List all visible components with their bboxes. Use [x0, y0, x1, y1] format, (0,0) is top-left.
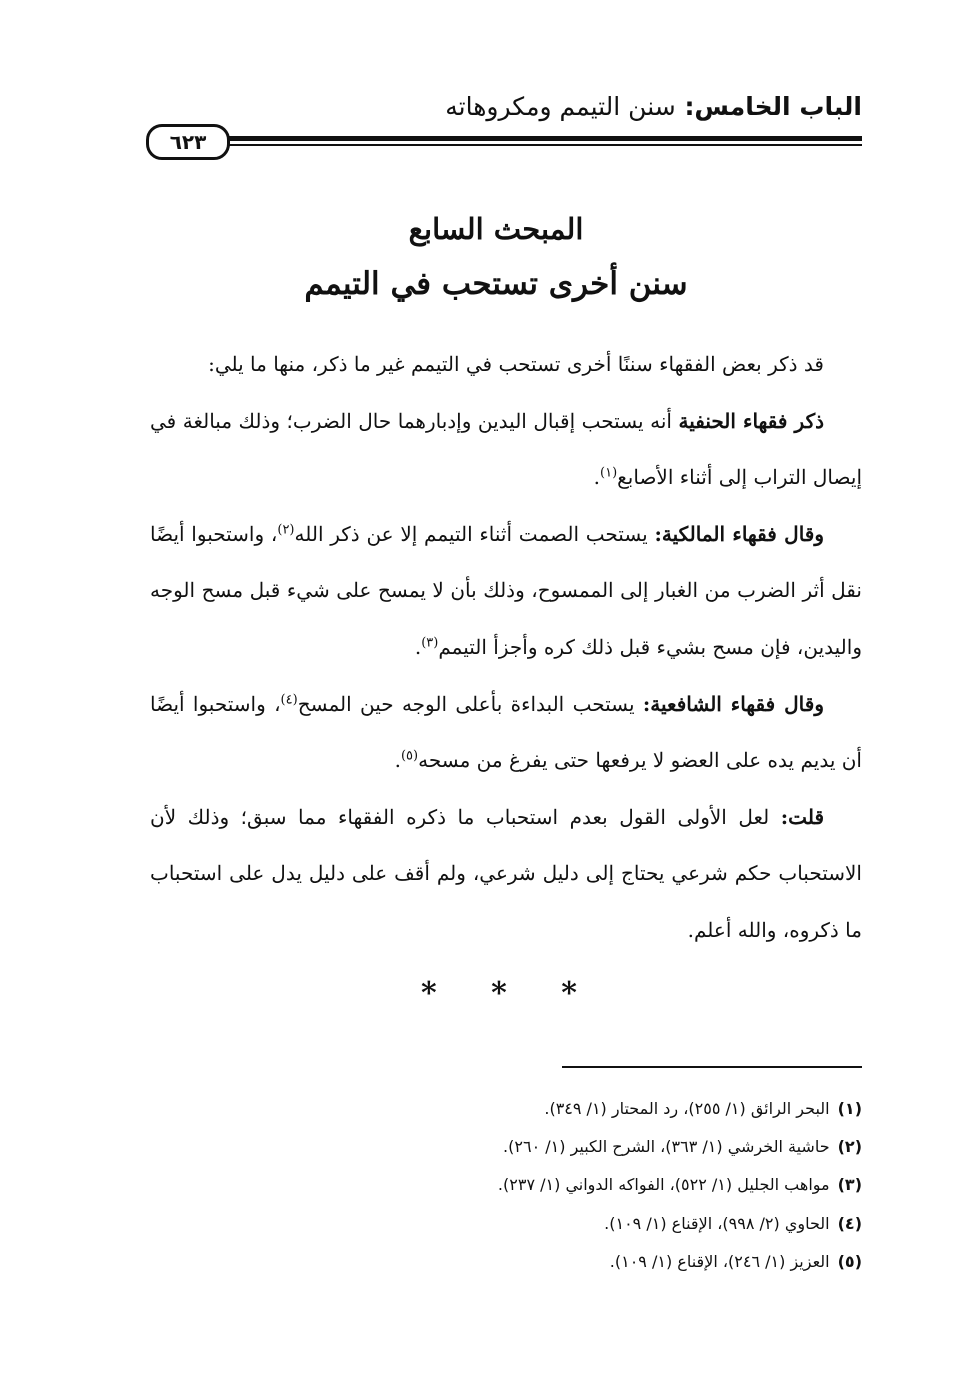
paragraph-lead: ذكر فقهاء الحنفية: [678, 408, 825, 433]
footnote-text: مواهب الجليل (١/ ٥٢٢)، الفواكه الدواني (١/ ٢٣٧).: [497, 1175, 830, 1195]
paragraph-maliki: [150, 506, 862, 676]
page-number-badge: ٦٢٣: [146, 124, 230, 160]
footnote-text: حاشية الخرشي (١/ ٣٦٣)، الشرح الكبير (١/ ٢٦٠).: [503, 1137, 830, 1157]
paragraph-lead: وقال فقهاء المالكية:: [654, 521, 825, 546]
paragraph-intro: [150, 336, 862, 393]
header-rule-thick: [220, 136, 862, 141]
footnote-number: (٥): [837, 1251, 862, 1271]
paragraph-tail: ، واستحبوا أيضًا أن يديم يده على العضو لا يرفعها حتى يفرغ من مسحه: [150, 691, 862, 773]
footnote-text: العزيز (١/ ٢٤٦)، الإقناع (١/ ١٠٩).: [609, 1251, 830, 1271]
paragraph-lead: قلت:: [780, 804, 824, 829]
footnote-number: (٢): [837, 1137, 862, 1157]
footnote-item: [150, 1205, 862, 1243]
section-heading: سنن أخرى تستحب في التيمم: [304, 266, 688, 302]
paragraph-text: قد ذكر بعض الفقهاء سننًا أخرى تستحب في التيمم غير ما ذكر، منها ما يلي:: [208, 352, 824, 376]
paragraph-shafii: [150, 676, 862, 789]
chapter-label: الباب الخامس:: [684, 92, 862, 121]
paragraph-text: يستحب الصمت أثناء التيمم إلا عن ذكر الله: [294, 521, 655, 546]
footnote-number: (٣): [837, 1175, 862, 1195]
footnote-item: [150, 1090, 862, 1128]
footnote-number: (١): [837, 1099, 862, 1118]
footnote-ref[interactable]: (٣): [421, 635, 439, 651]
paragraph-text: لعل الأولى القول بعدم استحباب ما ذكره الفقهاء مما سبق؛ وذلك لأن الاستحباب حكم شرعي يحتاج إلى دليل شرعي، ولم أقف على دليل يدل على استحباب ما ذكروه، والله أعلم.: [150, 804, 862, 942]
footnote-ref[interactable]: (٢): [277, 522, 295, 538]
chapter-subtitle: سنن التيمم ومكروهاته: [445, 92, 676, 121]
footnotes: [150, 1090, 862, 1281]
footnote-rule: [562, 1066, 862, 1068]
section-title: المبحث السابع: [408, 212, 584, 246]
footnote-item: [150, 1166, 862, 1204]
paragraph-lead: وقال فقهاء الشافعية:: [642, 691, 824, 716]
footnote-text: البحر الرائق (١/ ٢٥٥)، رد المحتار (١/ ٣٤٩).: [544, 1099, 830, 1118]
paragraph-hanafi: [150, 393, 862, 506]
paragraph-text: أنه يستحب إقبال اليدين وإدبارهما حال الضرب؛ وذلك مبالغة في إيصال التراب إلى أثناء الأصابع: [150, 408, 862, 490]
footnote-number: (٤): [837, 1213, 862, 1233]
section-separator: * * *: [421, 976, 599, 1011]
paragraph-text: يستحب البداءة بأعلى الوجه حين المسح: [297, 691, 643, 716]
footnote-text: الحاوي (٢/ ٩٩٨)، الإقناع (١/ ١٠٩).: [604, 1213, 830, 1233]
body-text: [150, 336, 862, 959]
footnote-item: [150, 1243, 862, 1281]
running-header: [262, 92, 862, 121]
paragraph-tail: .: [414, 634, 422, 659]
paragraph-conclusion: [150, 789, 862, 959]
header-rule-thin: [220, 144, 862, 146]
footnote-ref[interactable]: (٥): [400, 748, 419, 764]
paragraph-tail: .: [593, 465, 600, 490]
footnote-ref[interactable]: (١): [600, 465, 618, 481]
footnote-ref[interactable]: (٤): [280, 691, 298, 707]
paragraph-tail: .: [394, 748, 401, 773]
footnote-item: [150, 1128, 862, 1166]
paragraph-tail: ، واستحبوا أيضًا نقل أثر الضرب من الغبار إلى الممسوح، وذلك بأن لا يمسح على شيء قبل مسح الوجه واليدين، فإن مسح بشيء قبل ذلك كره وأجزأ التيمم: [150, 521, 862, 659]
